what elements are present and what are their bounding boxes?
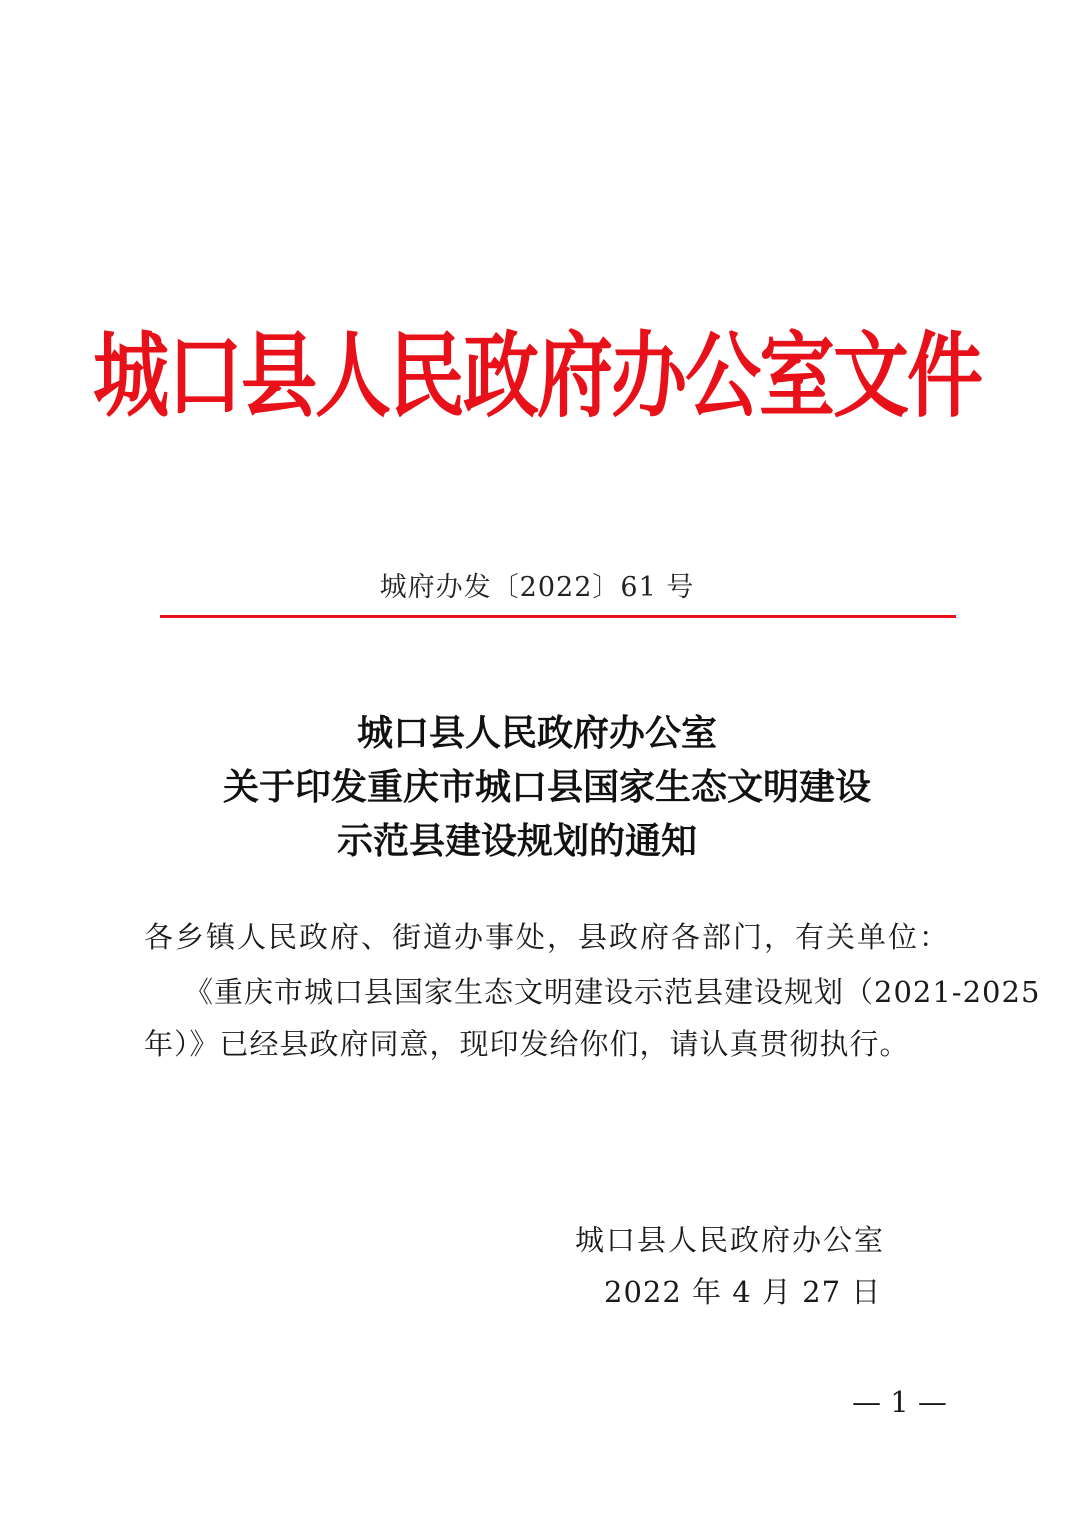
title-line-3: 示范县建设规划的通知 bbox=[336, 820, 697, 862]
title-line-1: 城口县人民政府办公室 bbox=[356, 712, 717, 754]
body-line-1: 《重庆市城口县国家生态文明建设示范县建设规划（2021-2025 bbox=[184, 975, 1041, 1009]
page-number: — 1 — bbox=[852, 1385, 947, 1419]
body-paragraph bbox=[144, 966, 1041, 1070]
document-title bbox=[0, 706, 1074, 868]
title-line-2: 关于印发重庆市城口县国家生态文明建设 bbox=[222, 766, 871, 808]
issuer-banner: 城口县人民政府办公室文件 bbox=[93, 321, 981, 431]
issue-date: 2022 年 4 月 27 日 bbox=[604, 1275, 882, 1309]
issuer-signature: 城口县人民政府办公室 bbox=[575, 1223, 886, 1257]
red-divider-line bbox=[160, 615, 956, 618]
salutation: 各乡镇人民政府、街道办事处，县政府各部门，有关单位： bbox=[144, 920, 951, 954]
document-number: 城府办发〔2022〕61 号 bbox=[379, 572, 695, 603]
body-line-2: 年）》已经县政府同意，现印发给你们，请认真贯彻执行。 bbox=[144, 1027, 910, 1061]
